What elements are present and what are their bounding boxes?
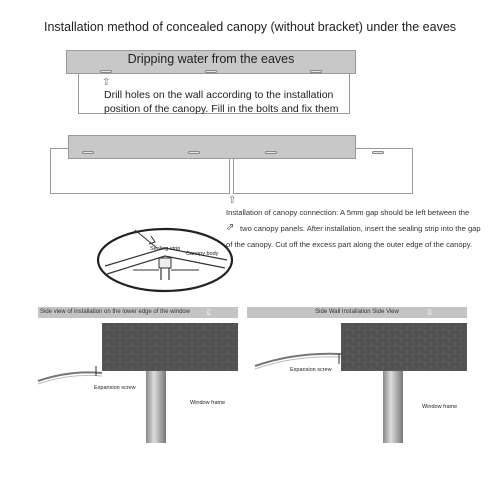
bolt-slot bbox=[310, 70, 322, 73]
connection-detail-diagram bbox=[95, 226, 235, 294]
sealing-strip-label: Sealing strip bbox=[150, 246, 181, 252]
eave-bar-label: Dripping water from the eaves bbox=[127, 52, 295, 66]
pointer-arrow-icon: ⇗ bbox=[226, 222, 235, 233]
left-view-header bbox=[38, 307, 238, 318]
right-view-header-text: Side Wall Installation Side View bbox=[315, 309, 399, 315]
step2-text-line3: of the canopy. Cut off the excess part along the outer edge of the canopy. bbox=[226, 240, 473, 249]
left-side-view-diagram bbox=[30, 318, 245, 448]
page-title: Installation method of concealed canopy (without bracket) under the eaves bbox=[43, 20, 457, 34]
eave-bar-middle bbox=[68, 135, 356, 159]
arrow-up-icon: ⇧ bbox=[102, 77, 111, 88]
step1-text-line2: position of the canopy. Fill in the bolts and fix them bbox=[104, 103, 339, 115]
right-expansion-screw-label: Expansion screw bbox=[290, 367, 332, 373]
step2-text-line2: two canopy panels. After installation, insert the sealing strip into the gap bbox=[240, 224, 481, 233]
bolt-slot bbox=[265, 151, 277, 154]
bolt-slot bbox=[205, 70, 217, 73]
right-side-view-diagram bbox=[245, 318, 470, 448]
bolt-slot bbox=[188, 151, 200, 154]
left-window-frame-label: Window frame bbox=[190, 400, 226, 406]
left-view-header-text: Side view of installation on the lower edge of the window bbox=[40, 309, 191, 315]
canopy-body-label: Canopy body bbox=[186, 251, 219, 257]
left-expansion-screw-label: Expansion screw bbox=[94, 385, 136, 391]
arrow-up-icon: ⇧ bbox=[228, 195, 237, 206]
arrow-down-icon: ⇩ bbox=[205, 308, 212, 317]
bolt-slot bbox=[82, 151, 94, 154]
step1-text-line1: Drill holes on the wall according to the installation bbox=[104, 89, 334, 101]
bolt-slot bbox=[100, 70, 112, 73]
bolt-slot bbox=[372, 151, 384, 154]
step2-text-line1: Installation of canopy connection: A 5mm gap should be left between the bbox=[226, 208, 470, 217]
arrow-down-icon: ⇩ bbox=[426, 308, 433, 317]
right-view-header bbox=[247, 307, 467, 318]
right-window-frame-label: Window frame bbox=[422, 404, 458, 410]
